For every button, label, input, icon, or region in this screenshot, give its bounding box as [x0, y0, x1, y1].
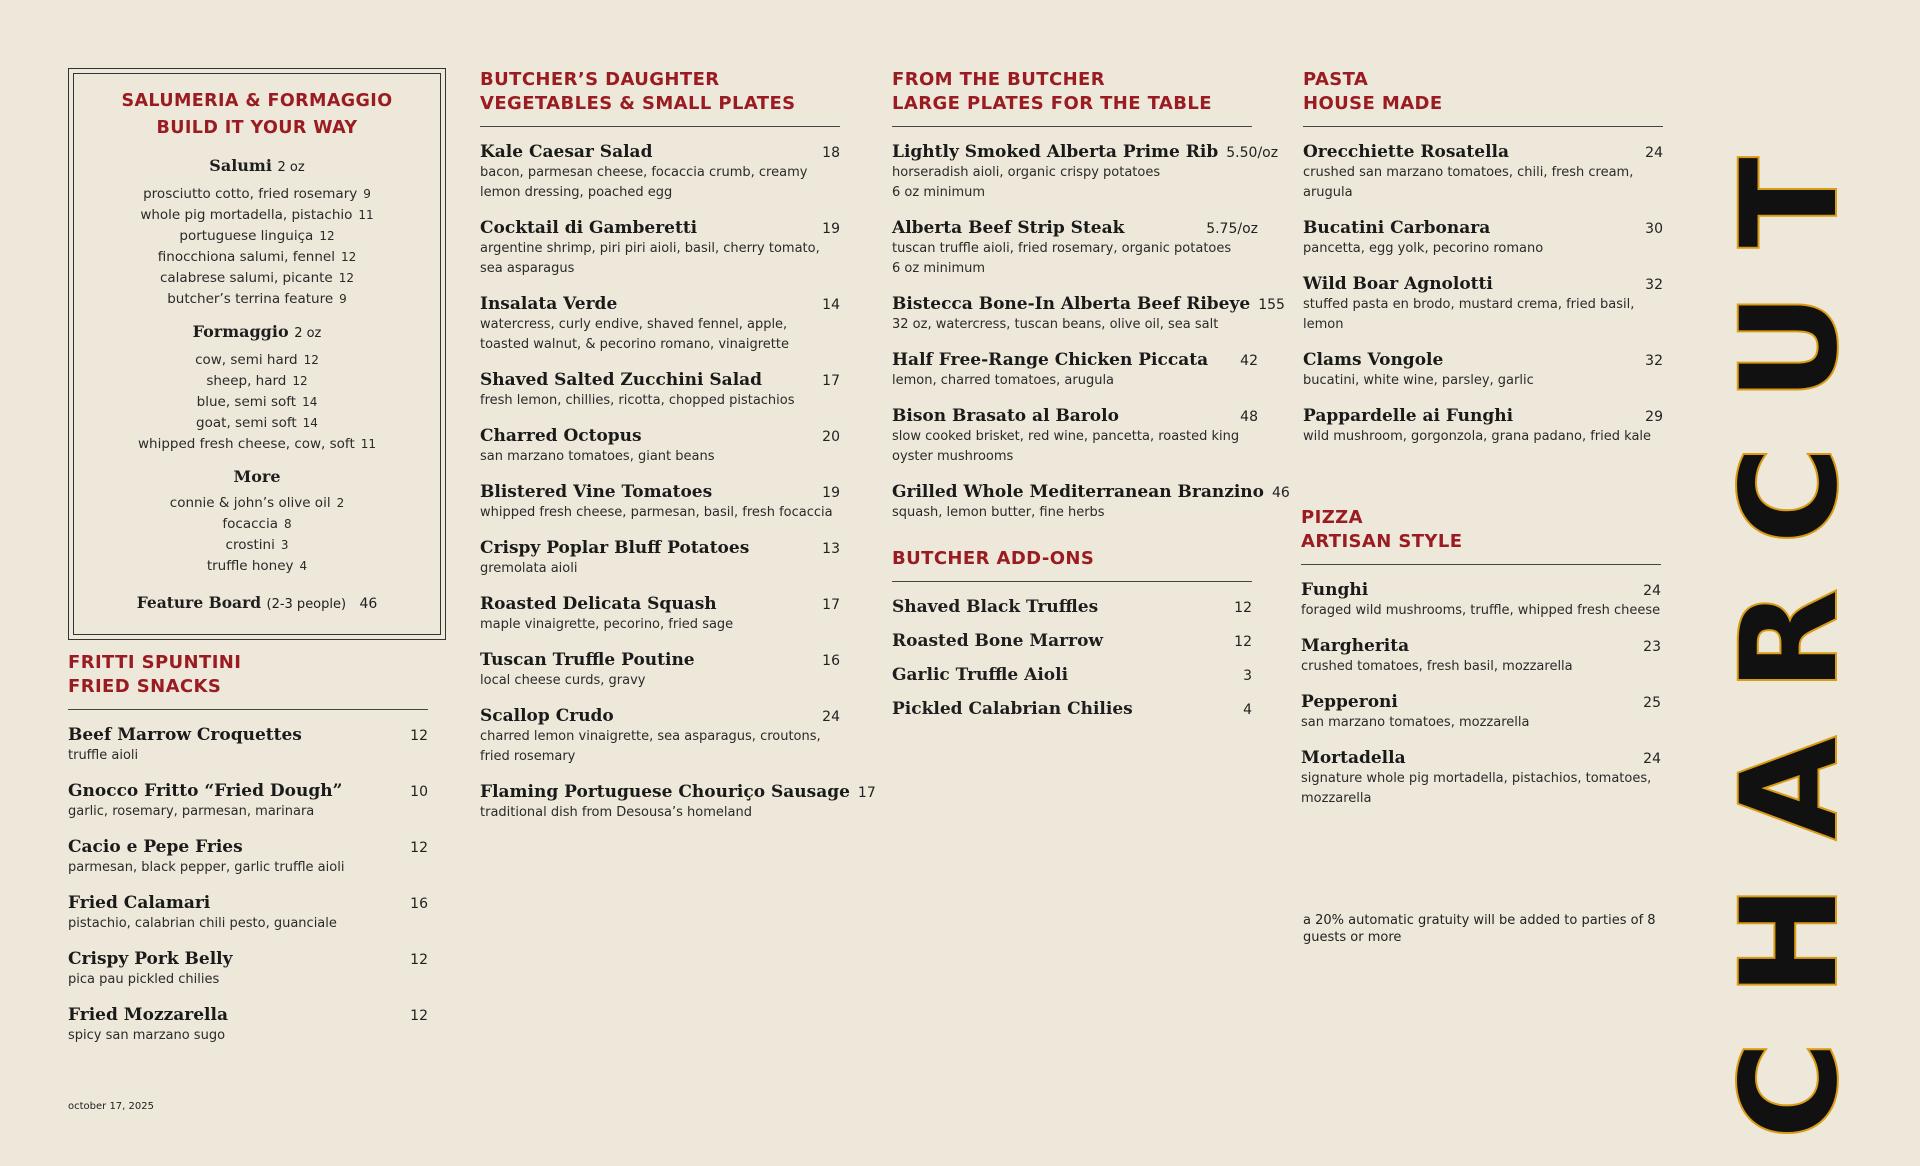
menu-item-price: 17 — [822, 373, 840, 389]
salumi-label: Salumi — [209, 156, 272, 175]
menu-item-name: Lightly Smoked Alberta Prime Rib — [892, 142, 1219, 162]
box-item-name: truffle honey — [206, 558, 294, 574]
box-list-item — [74, 226, 440, 247]
menu-item-row — [480, 649, 840, 671]
menu-item-description: tuscan truffle aioli, fried rosemary, organic potatoes — [892, 241, 1232, 256]
menu-item — [68, 948, 428, 990]
menu-item-name: Scallop Crudo — [480, 706, 614, 726]
menu-item — [480, 705, 840, 767]
addon-item-price: 12 — [1234, 634, 1252, 650]
formaggio-unit: 2 oz — [294, 326, 322, 341]
box-item-name: connie & john’s olive oil — [169, 495, 331, 511]
pasta-heading-line1: PASTA — [1303, 69, 1369, 90]
menu-item — [480, 537, 840, 579]
menu-item — [480, 217, 840, 279]
menu-item-name: Clams Vongole — [1303, 350, 1444, 370]
menu-item-price: 25 — [1643, 695, 1661, 711]
box-item-price: 3 — [280, 538, 289, 552]
menu-item — [1303, 217, 1663, 259]
menu-item-description: argentine shrimp, piri piri aioli, basil, cherry tomato, sea asparagus — [480, 241, 820, 276]
pizza-heading-line2: ARTISAN STYLE — [1301, 531, 1463, 552]
menu-item-row — [68, 780, 428, 802]
menu-item-description: spicy san marzano sugo — [68, 1028, 226, 1043]
addon-item — [892, 698, 1252, 720]
menu-item-name: Cocktail di Gamberetti — [480, 218, 698, 238]
menu-item — [480, 293, 840, 355]
menu-item-price: 12 — [410, 1008, 428, 1024]
menu-item-name: Bucatini Carbonara — [1303, 218, 1491, 238]
addons-items — [892, 596, 1252, 720]
salumi-unit: 2 oz — [277, 160, 305, 175]
butcher-heading — [892, 68, 1252, 127]
addon-item-name: Pickled Calabrian Chilies — [892, 699, 1133, 719]
vegetables-items — [480, 141, 876, 823]
menu-item-price: 19 — [822, 221, 840, 237]
menu-item-name: Funghi — [1301, 580, 1369, 600]
menu-item-name: Fried Mozzarella — [68, 1005, 228, 1025]
menu-item — [892, 141, 1279, 203]
menu-item-description: charred lemon vinaigrette, sea asparagus, croutons, fried rosemary — [480, 729, 821, 764]
menu-item-row — [892, 293, 1285, 315]
menu-item-row — [480, 293, 840, 315]
menu-item-note: 6 oz minimum — [892, 185, 986, 200]
box-item-name: blue, semi soft — [196, 394, 297, 410]
menu-item-row — [68, 892, 428, 914]
pasta-items — [1303, 141, 1663, 447]
menu-item-row — [892, 349, 1258, 371]
menu-item-description: bucatini, white wine, parsley, garlic — [1303, 373, 1534, 388]
box-list-item — [74, 268, 440, 289]
box-list-item — [74, 205, 440, 226]
box-item-price: 9 — [339, 292, 347, 306]
menu-item — [892, 349, 1258, 391]
addons-heading-title: BUTCHER ADD-ONS — [892, 548, 1095, 569]
menu-item — [892, 405, 1258, 467]
menu-item-description: 32 oz, watercress, tuscan beans, olive oil, sea salt — [892, 317, 1219, 332]
menu-item-description: slow cooked brisket, red wine, pancetta, roasted king oyster mushrooms — [892, 429, 1240, 464]
addon-item — [892, 630, 1252, 652]
menu-item-description: lemon, charred tomatoes, arugula — [892, 373, 1115, 388]
menu-item-price: 17 — [822, 597, 840, 613]
menu-item-name: Orecchiette Rosatella — [1303, 142, 1510, 162]
menu-item-row — [480, 369, 840, 391]
menu-item-description: stuffed pasta en brodo, mustard crema, fried basil, lemon — [1303, 297, 1635, 332]
menu-date: october 17, 2025 — [68, 1101, 154, 1112]
box-item-name: finocchiona salumi, fennel — [157, 249, 335, 265]
box-list-item — [74, 392, 440, 413]
menu-item-description: local cheese curds, gravy — [480, 673, 646, 688]
menu-item-name: Insalata Verde — [480, 294, 618, 314]
addon-item-price: 4 — [1243, 702, 1252, 718]
box-list-item — [74, 434, 440, 455]
menu-item-price: 24 — [822, 709, 840, 725]
menu-item-row — [892, 481, 1290, 503]
menu-item-name: Roasted Delicata Squash — [480, 594, 717, 614]
box-item-name: butcher’s terrina feature — [167, 291, 334, 307]
more-label: More — [233, 467, 281, 486]
box-list-item — [74, 289, 440, 310]
pasta-section — [1303, 68, 1663, 461]
box-item-price: 12 — [292, 374, 308, 388]
box-list-item — [74, 184, 440, 205]
menu-item-row — [1303, 273, 1663, 295]
menu-item-description: traditional dish from Desousa’s homeland — [480, 805, 752, 820]
menu-item-price: 12 — [410, 840, 428, 856]
menu-item — [68, 836, 428, 878]
pizza-heading-line1: PIZZA — [1301, 507, 1363, 528]
box-list-item — [74, 493, 440, 514]
box-list-item — [74, 247, 440, 268]
menu-item — [1301, 747, 1661, 809]
menu-item — [892, 481, 1290, 523]
box-item-price: 2 — [336, 496, 345, 510]
menu-item-price: 10 — [410, 784, 428, 800]
box-item-name: portuguese linguiça — [179, 228, 314, 244]
menu-item-name: Flaming Portuguese Chouriço Sausage — [480, 782, 850, 802]
box-item-price: 11 — [360, 437, 377, 451]
menu-item-row — [480, 217, 840, 239]
menu-item-row — [892, 405, 1258, 427]
menu-item-row — [1301, 579, 1661, 601]
menu-item-price: 13 — [822, 541, 840, 557]
menu-item-description: parmesan, black pepper, garlic truffle aioli — [68, 860, 345, 875]
butcher-heading-line2: LARGE PLATES FOR THE TABLE — [892, 93, 1212, 114]
pizza-section — [1301, 506, 1661, 823]
menu-item-row — [1303, 217, 1663, 239]
pizza-heading — [1301, 506, 1661, 565]
box-item-price: 12 — [338, 271, 355, 285]
box-item-price: 4 — [299, 559, 308, 573]
menu-item-row — [480, 593, 840, 615]
box-item-name: goat, semi soft — [196, 415, 297, 431]
formaggio-list — [74, 350, 440, 455]
menu-item-price: 46 — [1272, 485, 1290, 501]
menu-item-description: signature whole pig mortadella, pistachios, tomatoes, mozzarella — [1301, 771, 1652, 806]
box-list-item — [74, 371, 440, 392]
menu-item-description: crushed tomatoes, fresh basil, mozzarella — [1301, 659, 1573, 674]
menu-item-description: san marzano tomatoes, mozzarella — [1301, 715, 1530, 730]
butcher-section — [892, 68, 1290, 732]
menu-item-description: squash, lemon butter, fine herbs — [892, 505, 1105, 520]
menu-item-row — [1301, 691, 1661, 713]
menu-item-name: Mortadella — [1301, 748, 1406, 768]
menu-item — [480, 425, 840, 467]
menu-item — [68, 724, 428, 766]
menu-item-row — [68, 948, 428, 970]
menu-item-price: 32 — [1645, 277, 1663, 293]
menu-item-price: 12 — [410, 728, 428, 744]
menu-item-description: fresh lemon, chillies, ricotta, chopped pistachios — [480, 393, 795, 408]
menu-item-row — [480, 781, 876, 803]
menu-item-name: Grilled Whole Mediterranean Branzino — [892, 482, 1265, 502]
box-list-item — [74, 514, 440, 535]
menu-item-row — [1301, 635, 1661, 657]
menu-item-name: Half Free-Range Chicken Piccata — [892, 350, 1209, 370]
menu-item-row — [1303, 405, 1663, 427]
menu-item — [480, 649, 840, 691]
menu-item-description: truffle aioli — [68, 748, 139, 763]
vegetables-heading-line1: BUTCHER’S DAUGHTER — [480, 69, 720, 90]
menu-item-price: 48 — [1240, 409, 1258, 425]
box-item-price: 9 — [363, 187, 371, 201]
menu-item-name: Pepperoni — [1301, 692, 1398, 712]
more-heading — [74, 467, 440, 487]
menu-item — [1303, 405, 1663, 447]
more-list — [74, 493, 440, 577]
salumi-list — [74, 184, 440, 310]
butcher-heading-line1: FROM THE BUTCHER — [892, 69, 1105, 90]
menu-item — [68, 780, 428, 822]
menu-item-row — [68, 1004, 428, 1026]
fritti-section — [68, 651, 428, 1060]
menu-item-description: whipped fresh cheese, parmesan, basil, fresh focaccia — [480, 505, 833, 520]
menu-item-row — [1301, 747, 1661, 769]
box-item-name: sheep, hard — [206, 373, 287, 389]
menu-item-description: pancetta, egg yolk, pecorino romano — [1303, 241, 1544, 256]
box-item-name: focaccia — [222, 516, 278, 532]
salumeria-title-line1: SALUMERIA & FORMAGGIO — [121, 91, 393, 111]
feature-board-price: 46 — [359, 596, 378, 612]
menu-item-price: 29 — [1645, 409, 1663, 425]
menu-item — [480, 781, 876, 823]
menu-item-row — [480, 481, 840, 503]
menu-item-row — [480, 705, 840, 727]
menu-item-name: Beef Marrow Croquettes — [68, 725, 302, 745]
menu-item-price: 5.50/oz — [1226, 145, 1279, 161]
vegetables-heading-line2: VEGETABLES & SMALL PLATES — [480, 93, 796, 114]
menu-item-description: foraged wild mushrooms, truffle, whipped fresh cheese — [1301, 603, 1661, 618]
menu-item-description: pistachio, calabrian chili pesto, guanciale — [68, 916, 337, 931]
menu-item-price: 16 — [410, 896, 428, 912]
menu-item-name: Cacio e Pepe Fries — [68, 837, 243, 857]
menu-item — [68, 1004, 428, 1046]
formaggio-label: Formaggio — [192, 322, 289, 341]
menu-item-name: Fried Calamari — [68, 893, 211, 913]
salumeria-title — [74, 88, 440, 142]
menu-item — [892, 217, 1258, 279]
menu-item-row — [1303, 141, 1663, 163]
menu-item-price: 24 — [1643, 583, 1661, 599]
menu-item-description: bacon, parmesan cheese, focaccia crumb, creamy lemon dressing, poached egg — [480, 165, 808, 200]
menu-item-name: Wild Boar Agnolotti — [1303, 274, 1493, 294]
fritti-items — [68, 724, 428, 1046]
menu-item-description: maple vinaigrette, pecorino, fried sage — [480, 617, 734, 632]
menu-item-description: pica pau pickled chilies — [68, 972, 220, 987]
vegetables-section — [480, 68, 876, 837]
addon-item — [892, 664, 1252, 686]
menu-item-price: 42 — [1240, 353, 1258, 369]
box-item-name: crostini — [225, 537, 275, 553]
menu-item-name: Alberta Beef Strip Steak — [892, 218, 1125, 238]
addon-item-name: Roasted Bone Marrow — [892, 631, 1104, 651]
feature-board — [74, 593, 440, 612]
salumeria-box — [68, 68, 446, 640]
box-list-item — [74, 556, 440, 577]
menu-item-price: 23 — [1643, 639, 1661, 655]
feature-board-unit: (2-3 people) — [266, 597, 347, 612]
box-item-name: prosciutto cotto, fried rosemary — [143, 186, 358, 202]
pasta-heading — [1303, 68, 1663, 127]
menu-item-price: 32 — [1645, 353, 1663, 369]
menu-item-price: 12 — [410, 952, 428, 968]
menu-item-name: Crispy Pork Belly — [68, 949, 233, 969]
menu-item — [68, 892, 428, 934]
addon-item — [892, 596, 1252, 618]
menu-item-name: Bison Brasato al Barolo — [892, 406, 1119, 426]
menu-item — [480, 141, 840, 203]
menu-item-description: horseradish aioli, organic crispy potatoes — [892, 165, 1161, 180]
box-list-item — [74, 413, 440, 434]
menu-item — [1301, 579, 1661, 621]
menu-item-row — [892, 141, 1279, 163]
salumi-heading — [74, 156, 440, 178]
box-item-price: 14 — [302, 395, 318, 409]
box-list-item — [74, 535, 440, 556]
menu-item-row — [480, 537, 840, 559]
box-item-price: 8 — [283, 517, 292, 531]
menu-item-row — [892, 217, 1258, 239]
menu-item-name: Charred Octopus — [480, 426, 642, 446]
menu-item-row — [480, 141, 840, 163]
menu-item-price: 30 — [1645, 221, 1663, 237]
menu-item-price: 17 — [857, 785, 876, 801]
menu-item — [892, 293, 1285, 335]
menu-item-name: Gnocco Fritto “Fried Dough” — [68, 781, 343, 801]
menu-item — [480, 481, 840, 523]
addon-item-price: 3 — [1243, 668, 1252, 684]
box-item-price: 11 — [358, 208, 374, 222]
box-item-name: whipped fresh cheese, cow, soft — [137, 436, 355, 452]
fritti-heading-line1: FRITTI SPUNTINI — [68, 652, 242, 673]
menu-item-row — [68, 724, 428, 746]
menu-item — [480, 369, 840, 411]
menu-item-name: Pappardelle ai Funghi — [1303, 406, 1514, 426]
menu-item-name: Blistered Vine Tomatoes — [480, 482, 713, 502]
pizza-items — [1301, 579, 1661, 809]
brand-wordmark: CHARCUT — [1713, 111, 1867, 1139]
menu-item-price: 24 — [1645, 145, 1663, 161]
menu-item-price: 20 — [822, 429, 840, 445]
menu-item-description: garlic, rosemary, parmesan, marinara — [68, 804, 315, 819]
menu-item-row — [480, 425, 840, 447]
box-item-name: whole pig mortadella, pistachio — [140, 207, 353, 223]
gratuity-note: a 20% automatic gratuity will be added to parties of 8 guests or more — [1303, 913, 1656, 945]
menu-item-description: gremolata aioli — [480, 561, 578, 576]
menu-item-description: crushed san marzano tomatoes, chili, fresh cream, arugula — [1303, 165, 1634, 200]
menu-item — [1301, 635, 1661, 677]
menu-item-price: 24 — [1643, 751, 1661, 767]
menu-item — [1301, 691, 1661, 733]
menu-item — [1303, 349, 1663, 391]
butcher-items — [892, 141, 1290, 523]
pasta-heading-line2: HOUSE MADE — [1303, 93, 1443, 114]
menu-item-price: 18 — [822, 145, 840, 161]
box-item-price: 12 — [303, 353, 319, 367]
vegetables-heading — [480, 68, 840, 127]
menu-item-row — [1303, 349, 1663, 371]
formaggio-heading — [74, 322, 440, 344]
menu-item-name: Margherita — [1301, 636, 1410, 656]
salumeria-box-inner — [73, 73, 441, 635]
addon-item-name: Shaved Black Truffles — [892, 597, 1099, 617]
menu-item-note: 6 oz minimum — [892, 261, 986, 276]
addon-item-price: 12 — [1234, 600, 1252, 616]
menu-item-price: 5.75/oz — [1206, 221, 1258, 237]
box-item-price: 12 — [340, 250, 357, 264]
box-item-name: calabrese salumi, picante — [159, 270, 333, 286]
addons-heading — [892, 547, 1252, 582]
fritti-heading-line2: FRIED SNACKS — [68, 676, 222, 697]
menu-item-description: wild mushroom, gorgonzola, grana padano, fried kale — [1303, 429, 1652, 444]
menu-item-description: san marzano tomatoes, giant beans — [480, 449, 715, 464]
box-item-price: 12 — [319, 229, 335, 243]
menu-item — [1303, 273, 1663, 335]
box-list-item — [74, 350, 440, 371]
menu-item-price: 16 — [822, 653, 840, 669]
menu-item-name: Crispy Poplar Bluff Potatoes — [480, 538, 750, 558]
menu-item-name: Tuscan Truffle Poutine — [480, 650, 695, 670]
box-item-name: cow, semi hard — [195, 352, 298, 368]
menu-item-price: 19 — [822, 485, 840, 501]
menu-item — [480, 593, 840, 635]
menu-item-description: watercress, curly endive, shaved fennel, apple, toasted walnut, & pecorino romano, vinaigrette — [480, 317, 789, 352]
menu-item-price: 155 — [1258, 297, 1285, 313]
feature-board-label: Feature Board — [136, 593, 262, 612]
box-item-price: 14 — [302, 416, 318, 430]
addon-item-name: Garlic Truffle Aioli — [892, 665, 1069, 685]
fritti-heading — [68, 651, 428, 710]
menu-item-name: Bistecca Bone-In Alberta Beef Ribeye — [892, 294, 1251, 314]
menu-item-price: 14 — [822, 297, 840, 313]
menu-item — [1303, 141, 1663, 203]
menu-item-name: Shaved Salted Zucchini Salad — [480, 370, 763, 390]
menu-item-row — [68, 836, 428, 858]
menu-item-name: Kale Caesar Salad — [480, 142, 653, 162]
salumeria-title-line2: BUILD IT YOUR WAY — [156, 118, 358, 138]
